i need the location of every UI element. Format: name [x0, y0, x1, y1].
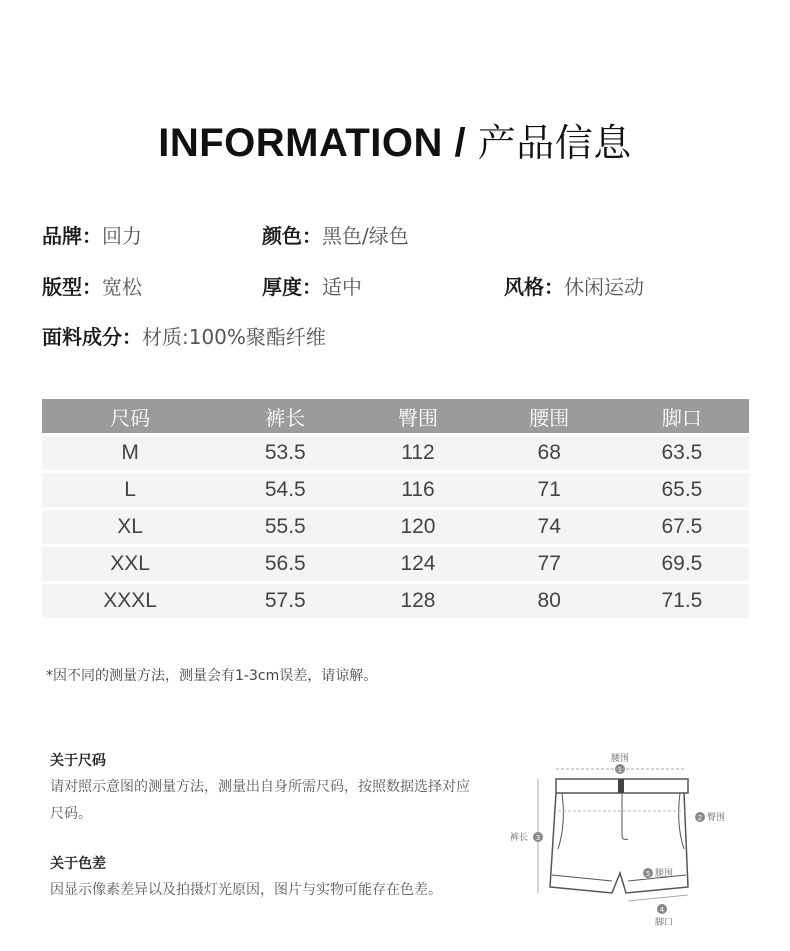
diagram-fly: [622, 793, 628, 840]
cell-waist: 71: [484, 473, 615, 507]
info-brand-value: 回力: [102, 224, 142, 248]
header-size: 尺码: [42, 399, 218, 433]
info-fabric-key: 面料成分：: [42, 325, 142, 349]
title-cn: 产品信息: [477, 121, 632, 165]
table-row: [42, 510, 749, 544]
diagram-hem-line: [628, 895, 688, 901]
title-separator: /: [442, 121, 478, 165]
diagram-left-pocket: [558, 793, 563, 849]
size-table-header: [42, 399, 749, 433]
info-color: [262, 220, 409, 249]
info-style-value: 休闲运动: [564, 275, 644, 299]
about-color-heading: 关于色差: [50, 856, 106, 872]
diagram-tab: [618, 779, 624, 793]
cell-size: XXXL: [42, 584, 218, 618]
info-style: [504, 271, 644, 300]
cell-hem: 65.5: [615, 473, 749, 507]
about-color-text: 因显示像素差异以及拍摄灯光原因，图片与实物可能存在色差。: [50, 882, 442, 898]
diagram-marker-5-text: 5: [645, 870, 651, 878]
cell-hem: 63.5: [615, 436, 749, 470]
info-fit-key: 版型：: [42, 275, 102, 299]
cell-hip: 112: [352, 436, 483, 470]
page-title: [0, 112, 790, 167]
measurement-note: *因不同的测量方法，测量会有1-3cm误差，请谅解。: [46, 668, 378, 684]
cell-hem: 67.5: [615, 510, 749, 544]
info-color-value: 黑色/绿色: [322, 224, 409, 248]
cell-length: 54.5: [218, 473, 352, 507]
cell-length: 55.5: [218, 510, 352, 544]
title-en: INFORMATION: [158, 121, 443, 165]
cell-hip: 128: [352, 584, 483, 618]
diagram-marker-2-text: 2: [697, 814, 703, 822]
diagram-label-leg: 腿围: [655, 869, 674, 879]
info-brand: [42, 220, 142, 249]
header-hem: 脚口: [615, 399, 749, 433]
info-fit-value: 宽松: [102, 275, 142, 299]
cell-size: XL: [42, 510, 218, 544]
cell-waist: 77: [484, 547, 615, 581]
info-fit: [42, 271, 142, 300]
table-row: [42, 473, 749, 507]
header-hip: 臀围: [352, 399, 483, 433]
cell-size: XXL: [42, 547, 218, 581]
table-row: [42, 584, 749, 618]
diagram-marker-4-text: 4: [659, 906, 665, 914]
table-row: [42, 547, 749, 581]
cell-size: M: [42, 436, 218, 470]
cell-waist: 74: [484, 510, 615, 544]
diagram-left-hem: [552, 875, 612, 881]
about-size-heading: 关于尺码: [50, 753, 106, 769]
diagram-marker-1-text: 1: [617, 766, 623, 774]
cell-hip: 116: [352, 473, 483, 507]
diagram-label-waist: 腰围: [611, 754, 630, 764]
info-brand-key: 品牌：: [42, 224, 102, 248]
cell-hem: 69.5: [615, 547, 749, 581]
diagram-label-hip: 臀围: [707, 813, 726, 823]
cell-length: 57.5: [218, 584, 352, 618]
header-length: 裤长: [218, 399, 352, 433]
diagram-marker-3-text: 3: [535, 834, 541, 842]
info-fabric: [42, 321, 326, 350]
diagram-label-hem: 脚口: [655, 918, 674, 928]
info-thickness-key: 厚度：: [262, 275, 322, 299]
diagram-label-length: 裤长: [510, 833, 529, 843]
cell-hem: 71.5: [615, 584, 749, 618]
cell-length: 53.5: [218, 436, 352, 470]
about-size-text: 请对照示意图的测量方法，测量出自身所需尺码，按照数据选择对应尺码。: [50, 779, 470, 822]
info-fabric-value: 材质:100%聚酯纤维: [142, 325, 326, 349]
cell-length: 56.5: [218, 547, 352, 581]
info-thickness-value: 适中: [322, 275, 362, 299]
cell-hip: 124: [352, 547, 483, 581]
header-waist: 腰围: [484, 399, 615, 433]
cell-hip: 120: [352, 510, 483, 544]
shorts-measurement-diagram: [500, 745, 750, 935]
diagram-right-pocket: [679, 793, 684, 849]
table-row: [42, 436, 749, 470]
info-thickness: [262, 271, 362, 300]
info-style-key: 风格：: [504, 275, 564, 299]
size-table: [42, 396, 749, 621]
cell-size: L: [42, 473, 218, 507]
cell-waist: 68: [484, 436, 615, 470]
info-color-key: 颜色：: [262, 224, 322, 248]
cell-waist: 80: [484, 584, 615, 618]
